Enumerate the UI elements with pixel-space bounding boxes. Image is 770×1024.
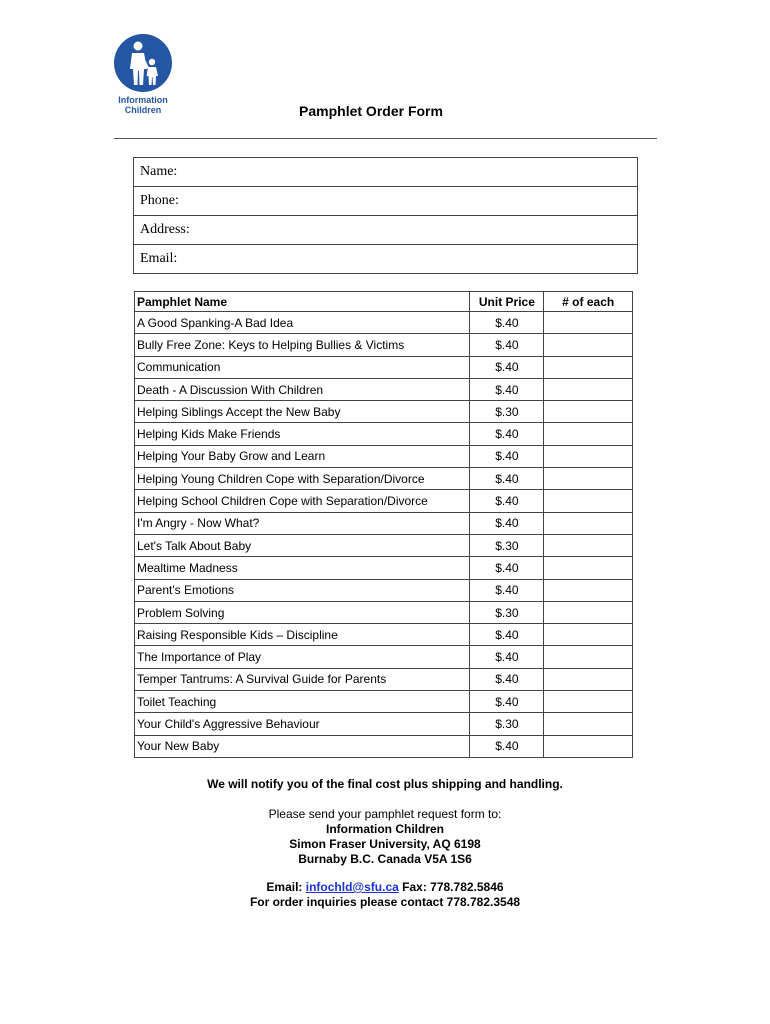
table-row	[135, 334, 633, 356]
unit-price-cell: $.40	[470, 512, 544, 534]
send-address-line-2: Burnaby B.C. Canada V5A 1S6	[298, 852, 472, 866]
table-row	[135, 312, 633, 334]
unit-price-cell: $.40	[470, 624, 544, 646]
quantity-cell[interactable]	[544, 468, 633, 490]
title-divider	[114, 138, 657, 139]
quantity-cell[interactable]	[544, 579, 633, 601]
table-row	[135, 534, 633, 556]
parent-child-logo-icon	[114, 34, 172, 92]
quantity-cell[interactable]	[544, 334, 633, 356]
unit-price-cell: $.40	[470, 735, 544, 757]
quantity-cell[interactable]	[544, 312, 633, 334]
name-field[interactable]: Name:	[134, 158, 638, 187]
unit-price-cell: $.40	[470, 646, 544, 668]
pamphlet-name-cell: Communication	[135, 356, 470, 378]
email-label: Email:	[266, 880, 303, 894]
pamphlet-name-cell: Death - A Discussion With Children	[135, 378, 470, 400]
unit-price-cell: $.40	[470, 378, 544, 400]
unit-price-cell: $.40	[470, 490, 544, 512]
unit-price-cell: $.40	[470, 312, 544, 334]
unit-price-cell: $.30	[470, 601, 544, 623]
fax-number: Fax: 778.782.5846	[402, 880, 504, 894]
table-row	[135, 468, 633, 490]
pamphlet-order-table	[134, 291, 633, 758]
quantity-cell[interactable]	[544, 557, 633, 579]
table-row	[135, 512, 633, 534]
pamphlet-name-cell: Temper Tantrums: A Survival Guide for Parents	[135, 668, 470, 690]
pamphlet-name-cell: Problem Solving	[135, 601, 470, 623]
table-row	[135, 646, 633, 668]
table-row	[135, 601, 633, 623]
unit-price-cell: $.40	[470, 668, 544, 690]
table-row	[135, 423, 633, 445]
pamphlet-name-cell: The Importance of Play	[135, 646, 470, 668]
unit-price-cell: $.40	[470, 334, 544, 356]
inquiries-line: For order inquiries please contact 778.782.3548	[249, 895, 521, 909]
pamphlet-name-cell: Raising Responsible Kids – Discipline	[135, 624, 470, 646]
logo-line-1: Information	[118, 95, 168, 105]
pamphlet-name-cell: Mealtime Madness	[135, 557, 470, 579]
pamphlet-name-cell: Helping Kids Make Friends	[135, 423, 470, 445]
pamphlet-name-cell: Toilet Teaching	[135, 691, 470, 713]
quantity-cell[interactable]	[544, 601, 633, 623]
quantity-cell[interactable]	[544, 668, 633, 690]
quantity-cell[interactable]	[544, 445, 633, 467]
pamphlet-name-cell: Helping Young Children Cope with Separation/Divorce	[135, 468, 470, 490]
header-unit-price: Unit Price	[470, 292, 544, 312]
phone-field[interactable]: Phone:	[134, 187, 638, 216]
unit-price-cell: $.30	[470, 713, 544, 735]
address-field[interactable]: Address:	[134, 216, 638, 245]
pamphlet-name-cell: A Good Spanking-A Bad Idea	[135, 312, 470, 334]
send-address-line-1: Simon Fraser University, AQ 6198	[289, 837, 481, 851]
unit-price-cell: $.30	[470, 534, 544, 556]
unit-price-cell: $.40	[470, 468, 544, 490]
header-quantity: # of each	[544, 292, 633, 312]
quantity-cell[interactable]	[544, 490, 633, 512]
mailing-instructions	[0, 807, 770, 867]
quantity-cell[interactable]	[544, 624, 633, 646]
pamphlet-name-cell: Parent's Emotions	[135, 579, 470, 601]
quantity-cell[interactable]	[544, 713, 633, 735]
quantity-cell[interactable]	[544, 512, 633, 534]
table-row	[135, 378, 633, 400]
unit-price-cell: $.40	[470, 579, 544, 601]
send-intro: Please send your pamphlet request form to:	[268, 807, 502, 821]
table-row	[135, 624, 633, 646]
pamphlet-name-cell: Helping Your Baby Grow and Learn	[135, 445, 470, 467]
logo-line-2: Children	[124, 105, 162, 115]
quantity-cell[interactable]	[544, 378, 633, 400]
header-pamphlet-name: Pamphlet Name	[135, 292, 470, 312]
table-row	[135, 401, 633, 423]
unit-price-cell: $.40	[470, 691, 544, 713]
pamphlet-name-cell: Bully Free Zone: Keys to Helping Bullies & Victims	[135, 334, 470, 356]
table-row	[135, 691, 633, 713]
table-row	[135, 713, 633, 735]
unit-price-cell: $.40	[470, 557, 544, 579]
pamphlet-name-cell: Your Child's Aggressive Behaviour	[135, 713, 470, 735]
unit-price-cell: $.30	[470, 401, 544, 423]
unit-price-cell: $.40	[470, 445, 544, 467]
table-row	[135, 356, 633, 378]
contact-footer	[0, 880, 770, 910]
quantity-cell[interactable]	[544, 401, 633, 423]
pamphlet-name-cell: Helping Siblings Accept the New Baby	[135, 401, 470, 423]
quantity-cell[interactable]	[544, 735, 633, 757]
page-title: Pamphlet Order Form	[299, 103, 443, 119]
pamphlet-name-cell: I'm Angry - Now What?	[135, 512, 470, 534]
table-row	[135, 445, 633, 467]
send-org: Information Children	[326, 822, 444, 836]
contact-info-table	[133, 157, 638, 274]
email-link[interactable]: infochld@sfu.ca	[305, 880, 399, 894]
email-field[interactable]: Email:	[134, 245, 638, 274]
unit-price-cell: $.40	[470, 423, 544, 445]
table-row	[135, 490, 633, 512]
table-row	[135, 557, 633, 579]
pamphlet-name-cell: Your New Baby	[135, 735, 470, 757]
table-row	[135, 668, 633, 690]
unit-price-cell: $.40	[470, 356, 544, 378]
pamphlet-name-cell: Let's Talk About Baby	[135, 534, 470, 556]
pamphlet-name-cell: Helping School Children Cope with Separation/Divorce	[135, 490, 470, 512]
table-row	[135, 579, 633, 601]
quantity-cell[interactable]	[544, 423, 633, 445]
table-row	[135, 735, 633, 757]
quantity-cell[interactable]	[544, 534, 633, 556]
quantity-cell[interactable]	[544, 356, 633, 378]
shipping-notice: We will notify you of the final cost plus shipping and handling.	[207, 777, 563, 791]
quantity-cell[interactable]	[544, 691, 633, 713]
quantity-cell[interactable]	[544, 646, 633, 668]
